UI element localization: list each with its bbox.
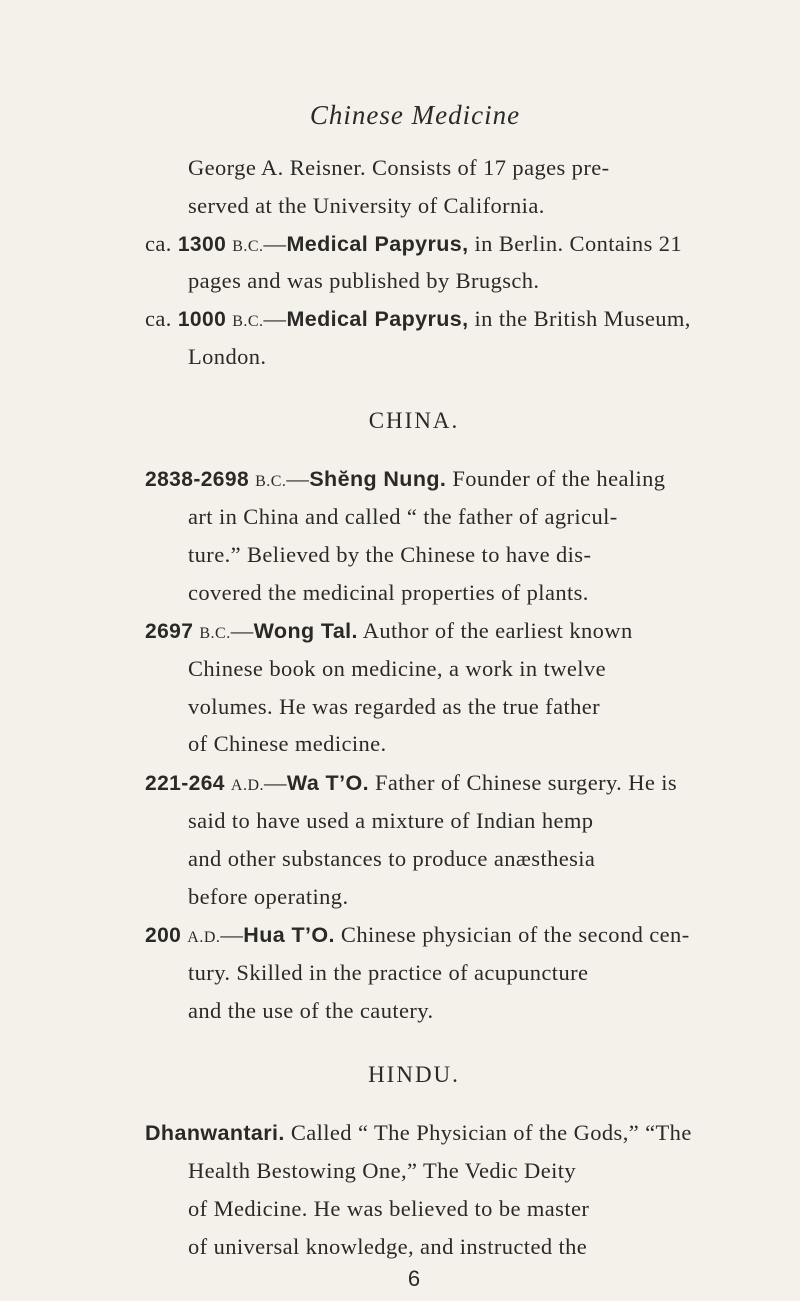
- entry-date: 221-264: [145, 772, 225, 795]
- entry-hua-to: 200 A.D.—Hua T’O. Chinese physician of the second cen-: [145, 922, 690, 947]
- entry-era: A.D.: [187, 929, 221, 946]
- section-heading-china: CHINA.: [368, 408, 460, 433]
- section-heading-hindu: HINDU.: [368, 1062, 460, 1087]
- entry-line: of universal knowledge, and instructed the: [188, 1234, 588, 1259]
- entry-era: A.D.: [230, 777, 265, 794]
- entry-dhanwantari: [145, 1120, 692, 1146]
- continuation-line-2: served at the University of California.: [188, 193, 545, 218]
- entry-line: before operating.: [188, 884, 349, 909]
- entry-line: volumes. He was regarded as the true father: [188, 694, 601, 719]
- entry-era: B.C.: [255, 473, 287, 490]
- entry-date: 2838-2698: [145, 468, 250, 491]
- entry-text: Father of Chinese surgery. He is: [368, 770, 678, 795]
- entry-text: Called “ The Physician of the Gods,” “The: [284, 1120, 692, 1145]
- entry-name: Medical Papyrus,: [286, 232, 469, 256]
- entry-text: in the British Museum,: [468, 306, 691, 331]
- entry-berlin-papyrus: ca. 1300 B.C.—Medical Papyrus, in Berlin. Contains 21: [145, 231, 683, 256]
- entry-name: Wa T’O.: [286, 771, 369, 795]
- entry-line: Health Bestowing One,” The Vedic Deity: [188, 1158, 577, 1183]
- entry-line: covered the medicinal properties of plants.: [188, 580, 589, 605]
- entry-era: B.C.: [232, 313, 264, 330]
- entry-era: B.C.: [199, 625, 231, 642]
- page-number: 6: [407, 1266, 421, 1291]
- entry-line: Chinese book on medicine, a work in twelve: [188, 656, 606, 681]
- entry-line: and the use of the cautery.: [188, 998, 434, 1023]
- entry-line: London.: [188, 344, 267, 369]
- entry-sheng-nung: 2838-2698 B.C.—Shĕng Nung. Founder of the healing: [145, 466, 666, 491]
- entry-line: of Medicine. He was believed to be master: [188, 1196, 590, 1221]
- entry-wong-tal: 2697 B.C.—Wong Tal. Author of the earliest known: [145, 618, 633, 643]
- entry-date: 1300: [177, 233, 227, 256]
- entry-name: Dhanwantari.: [145, 1121, 285, 1145]
- entry-name: Shĕng Nung.: [309, 467, 447, 491]
- entry-line: and other substances to produce anæsthesia: [188, 846, 596, 871]
- entry-line: pages and was published by Brugsch.: [188, 268, 540, 293]
- continuation-line-1: George A. Reisner. Consists of 17 pages pre-: [188, 155, 610, 180]
- entry-text: Founder of the healing: [446, 466, 666, 491]
- entry-date: 1000: [177, 308, 227, 331]
- entry-text: in Berlin. Contains 21: [468, 231, 683, 256]
- date-prefix: ca.: [145, 231, 178, 256]
- entry-line: of Chinese medicine.: [188, 731, 387, 756]
- entry-line: said to have used a mixture of Indian hemp: [188, 808, 594, 833]
- entry-line: tury. Skilled in the practice of acupuncture: [188, 960, 589, 985]
- entry-line: ture.” Believed by the Chinese to have dis-: [188, 542, 592, 567]
- entry-name: Medical Papyrus,: [286, 307, 469, 331]
- entry-text: Author of the earliest known: [357, 618, 633, 643]
- entry-date: 2697: [145, 620, 194, 643]
- entry-british-museum-papyrus: ca. 1000 B.C.—Medical Papyrus, in the British Museum,: [145, 306, 691, 331]
- entry-text: Chinese physician of the second cen-: [334, 922, 690, 947]
- entry-date: 200: [145, 924, 182, 947]
- entry-name: Hua T’O.: [243, 923, 335, 947]
- entry-era: B.C.: [232, 238, 264, 255]
- entry-wa-to: 221-264 A.D.—Wa T’O. Father of Chinese surgery. He is: [145, 770, 678, 795]
- entry-line: art in China and called “ the father of agricul-: [188, 504, 618, 529]
- running-head: Chinese Medicine: [309, 100, 521, 130]
- entry-name: Wong Tal.: [253, 619, 358, 643]
- date-prefix: ca.: [145, 306, 178, 331]
